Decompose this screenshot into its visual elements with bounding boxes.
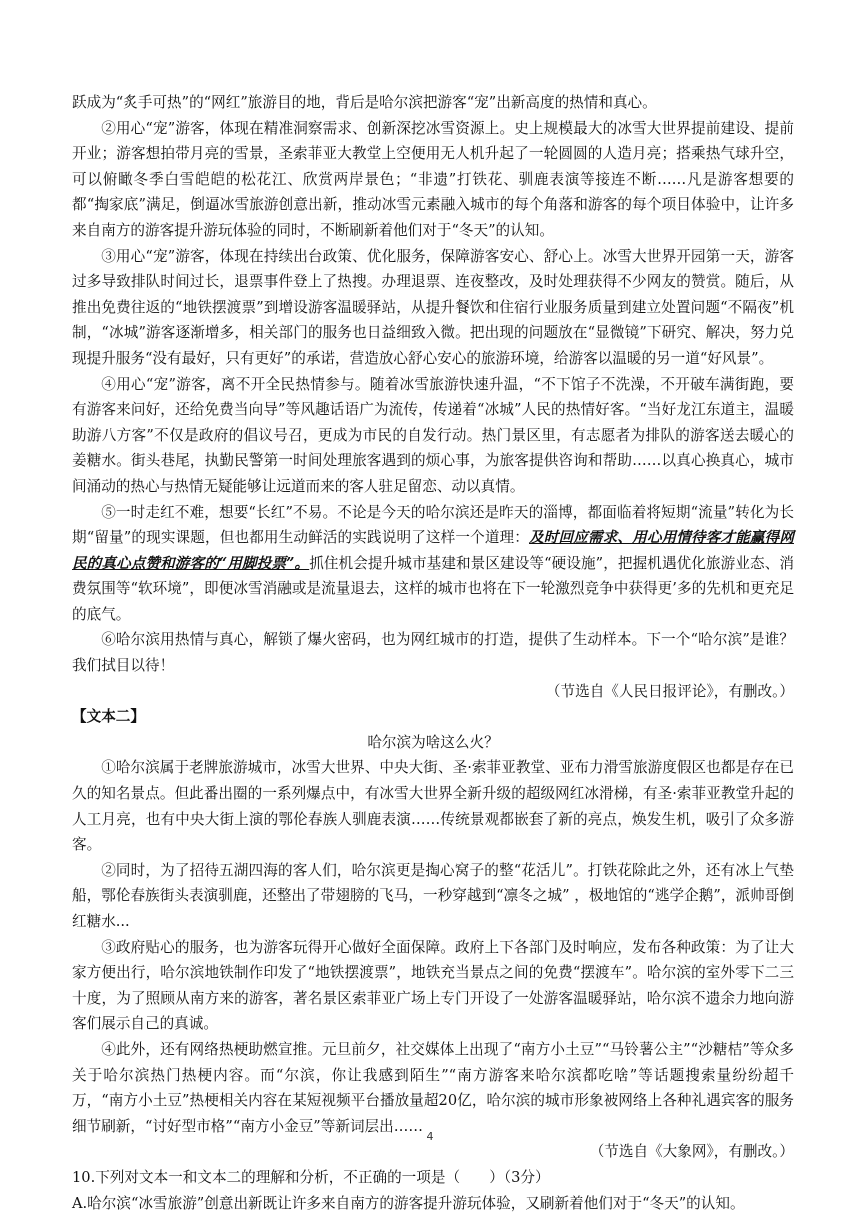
text1-paragraph-6: ⑥哈尔滨用热情与真心，解锁了爆火密码，也为网红城市的打造，提供了生动样本。下一个“哈尔滨”是谁？我们拭目以待！ [72,631,794,675]
question-option-a: A.哈尔滨“冰雪旅游”创意出新既让许多来自南方的游客提升游玩体验，又刷新着他们对于“冬天”的认知。 [72,1194,745,1212]
text1-source: （节选自《人民日报评论》，有删改。） [545,682,794,700]
article-body [72,90,794,1216]
text2-paragraph-2: ②同时，为了招待五湖四海的客人们，哈尔滨更是掏心窝子的整“花活儿”。打铁花除此之外，还有冰上气垫船，鄂伦春族街头表演驯鹿，还整出了带翅膀的飞马，一秒穿越到“凛冬之城” ，极地馆的“逃学企鹅”，派帅哥倒红糖水... [72,861,794,930]
text2-paragraph-1: ①哈尔滨属于老牌旅游城市，冰雪大世界、中央大街、圣·索菲亚教堂、亚布力滑雪旅游度假区也都是存在已久的知名景点。但此番出圈的一系列爆点中，有冰雪大世界全新升级的超级网红冰滑梯，有圣·索菲亚教堂升起的人工月亮，也有中央大街上演的鄂伦春族人驯鹿表演……传统景观都嵌套了新的亮点，焕发生机，吸引了众多游客。 [72,759,794,854]
text2-title: 哈尔滨为啥这么火？ [367,733,499,751]
underlined-key-sentence: 及时回应需求、用心用情待客才能赢得网民的真心点赞和游客的“用脚投票”。 [72,529,794,572]
question-stem: 10.下列对文本一和文本二的理解和分析，不正确的一项是（ ）（3分） [72,1168,550,1186]
text1-paragraph-3: ③用心“宠”游客，体现在持续出台政策、优化服务，保障游客安心、舒心上。冰雪大世界开园第一天，游客过多导致排队时间过长，退票事件登上了热搜。办理退票、连夜整改，及时处理获得不少网友的赞赏。随后，从推出免费往返的“地铁摆渡票”到增设游客温暖驿站，从提升餐饮和住宿行业服务质量到建立处置问题“不隔夜”机制，“冰城”游客逐渐增多，相关部门的服务也日益细致入微。把出现的问题放在“显微镜”下研究、解决，努力兑现提升服务“没有最好，只有更好”的承诺，营造放心舒心安心的旅游环境，给游客以温暖的另一道“好风景”。 [72,247,794,367]
text1-paragraph-5 [72,500,794,628]
text2-heading: 【文本二】 [72,708,145,726]
text1-paragraph-2: ②用心“宠”游客，体现在精准洞察需求、创新深挖冰雪资源上。史上规模最大的冰雪大世界提前建设、提前开业；游客想拍带月亮的雪景，圣索菲亚大教堂上空便用无人机升起了一轮圆圆的人造月亮；搭乘热气球升空，可以俯瞰冬季白雪皑皑的松花江、欣赏两岸景色；“非遗”打铁花、驯鹿表演等接连不断……凡是游客想要的都“掏家底”满足，倒逼冰雪旅游创意出新，推动冰雪元素融入城市的每个角落和游客的每个项目体验中，让许多来自南方的游客提升游玩体验的同时，不断刷新着他们对于“冬天”的认知。 [72,119,794,239]
text2-paragraph-4: ④此外，还有网络热梗助燃宣推。元旦前夕，社交媒体上出现了“南方小土豆”“马铃薯公主”“沙糖桔”等众多关于哈尔滨热门热梗内容。而“尔滨，你让我感到陌生”“南方游客来哈尔滨都吃啥”等话题搜索量纷纷超千万，“南方小土豆”热梗相关内容在某短视频平台播放量超20亿，哈尔滨的城市形象被网络上各种礼遇宾客的服务细节刷新，“讨好型市格”“南方小金豆”等新词层出…… [72,1040,794,1135]
text2-paragraph-3: ③政府贴心的服务，也为游客玩得开心做好全面保障。政府上下各部门及时响应，发布各种政策：为了让大家方便出行，哈尔滨地铁制作印发了“地铁摆渡票”，地铁充当景点之间的免费“摆渡车”。哈尔滨的室外零下二三十度，为了照顾从南方来的游客，著名景区索菲亚广场上专门开设了一处游客温暖驿站，哈尔滨不遗余力地向游客们展示自己的真诚。 [72,938,794,1033]
text1-paragraph-4: ④用心“宠”游客，离不开全民热情参与。随着冰雪旅游快速升温，“不下馆子不洗澡，不开破车满街跑，要有游客来问好，还给免费当向导”等风趣话语广为流传，传递着“冰城”人民的热情好客。“当好龙江东道主，温暖助游八方客”不仅是政府的倡议号召，更成为市民的自发行动。热门景区里，有志愿者为排队的游客送去暖心的姜糖水。街头巷尾，执勤民警第一时间处理旅客遇到的烦心事，为旅客提供咨询和帮助……以真心换真心，城市间涌动的热心与热情无疑能够让远道而来的客人驻足留恋、动以真情。 [72,375,794,495]
text1-paragraph-5-part-2: 抓住机会提升城市基建和景区建设等“硬设施”，把握机遇优化旅游业态、消费氛围等“软环境”，即便冰雪消融或是流量退去，这样的城市也将在下一轮激烈竞争中获得更’多的先机和更充足的底气。 [72,554,794,623]
text1-paragraph-1-tail: 跃成为“炙手可热”的“网红”旅游目的地，背后是哈尔滨把游客“宠”出新高度的热情和真心。 [72,94,657,111]
page-number: 4 [426,1130,434,1143]
text2-source: （节选自《大象网》，有删改。） [589,1143,794,1161]
text1-paragraph-5-part-1: ⑤一时走红不难，想要“长红”不易。不论是今天的哈尔滨还是昨天的淄博，都面临着将短期“流量”转化为长期“留量”的现实课题，但也都用生动鲜活的实践说明了这样一个道理： [72,503,794,547]
